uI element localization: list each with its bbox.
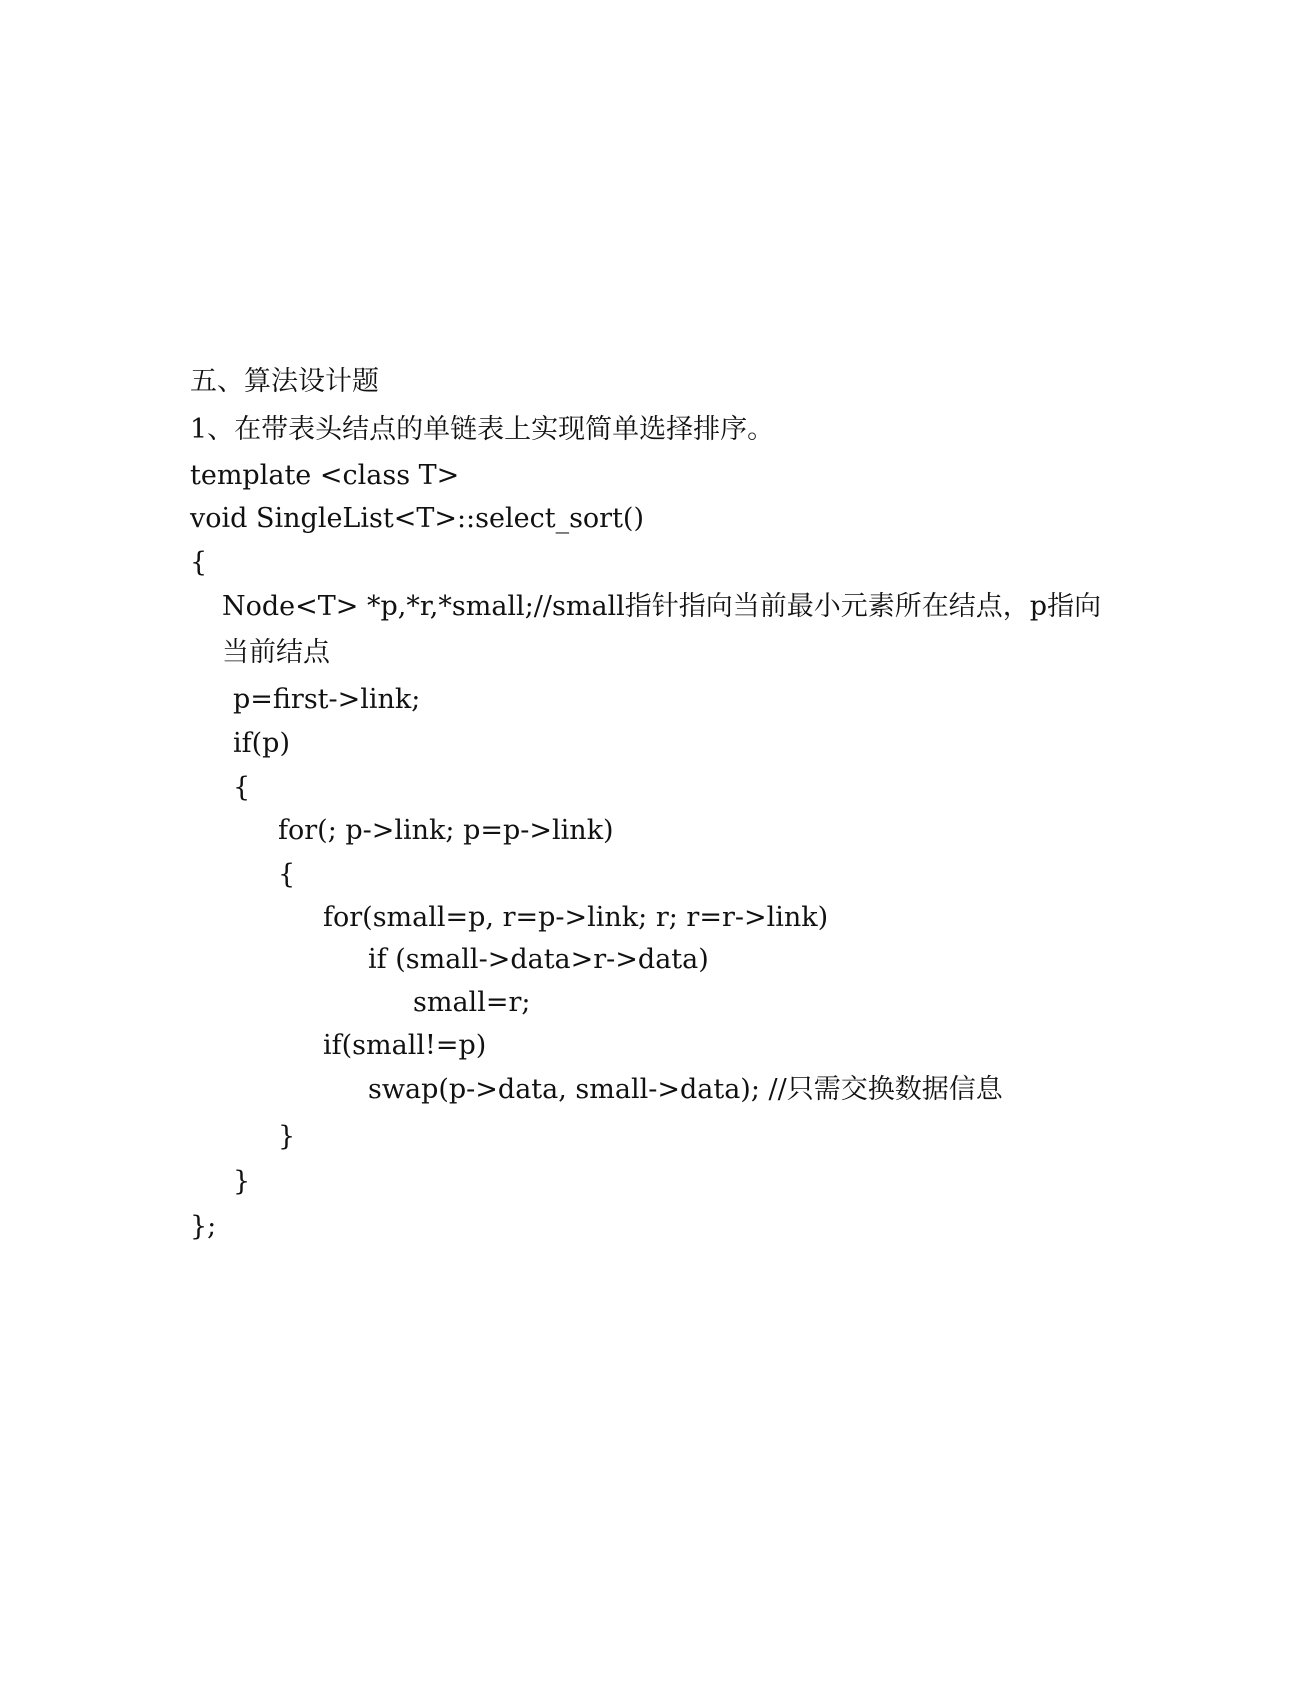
- code-line: 当前结点: [222, 637, 330, 668]
- code-line: if(p): [233, 728, 290, 759]
- code-line: }: [278, 1121, 296, 1152]
- code-line: for(small=p, r=p->link; r; r=r->link): [323, 902, 829, 933]
- code-line: {: [190, 547, 208, 578]
- code-line: for(; p->link; p=p->link): [278, 815, 614, 846]
- section-heading: 五、算法设计题: [190, 366, 379, 397]
- code-line: small=r;: [413, 987, 531, 1018]
- code-line: }: [233, 1166, 251, 1197]
- code-line: Node<T> *p,*r,*small;//small指针指向当前最小元素所在结点，p指向: [222, 591, 1102, 622]
- code-line: if(small!=p): [323, 1030, 487, 1061]
- code-line: p=first->link;: [233, 684, 421, 715]
- code-line: if (small->data>r->data): [368, 944, 709, 975]
- code-line: {: [233, 772, 251, 803]
- question-1: 1、在带表头结点的单链表上实现简单选择排序。: [190, 414, 775, 445]
- code-line: };: [190, 1211, 217, 1242]
- code-line: template <class T>: [190, 460, 460, 491]
- code-line: {: [278, 859, 296, 890]
- code-line: void SingleList<T>::select_sort(): [190, 503, 645, 534]
- code-line: swap(p->data, small->data); //只需交换数据信息: [368, 1074, 1003, 1105]
